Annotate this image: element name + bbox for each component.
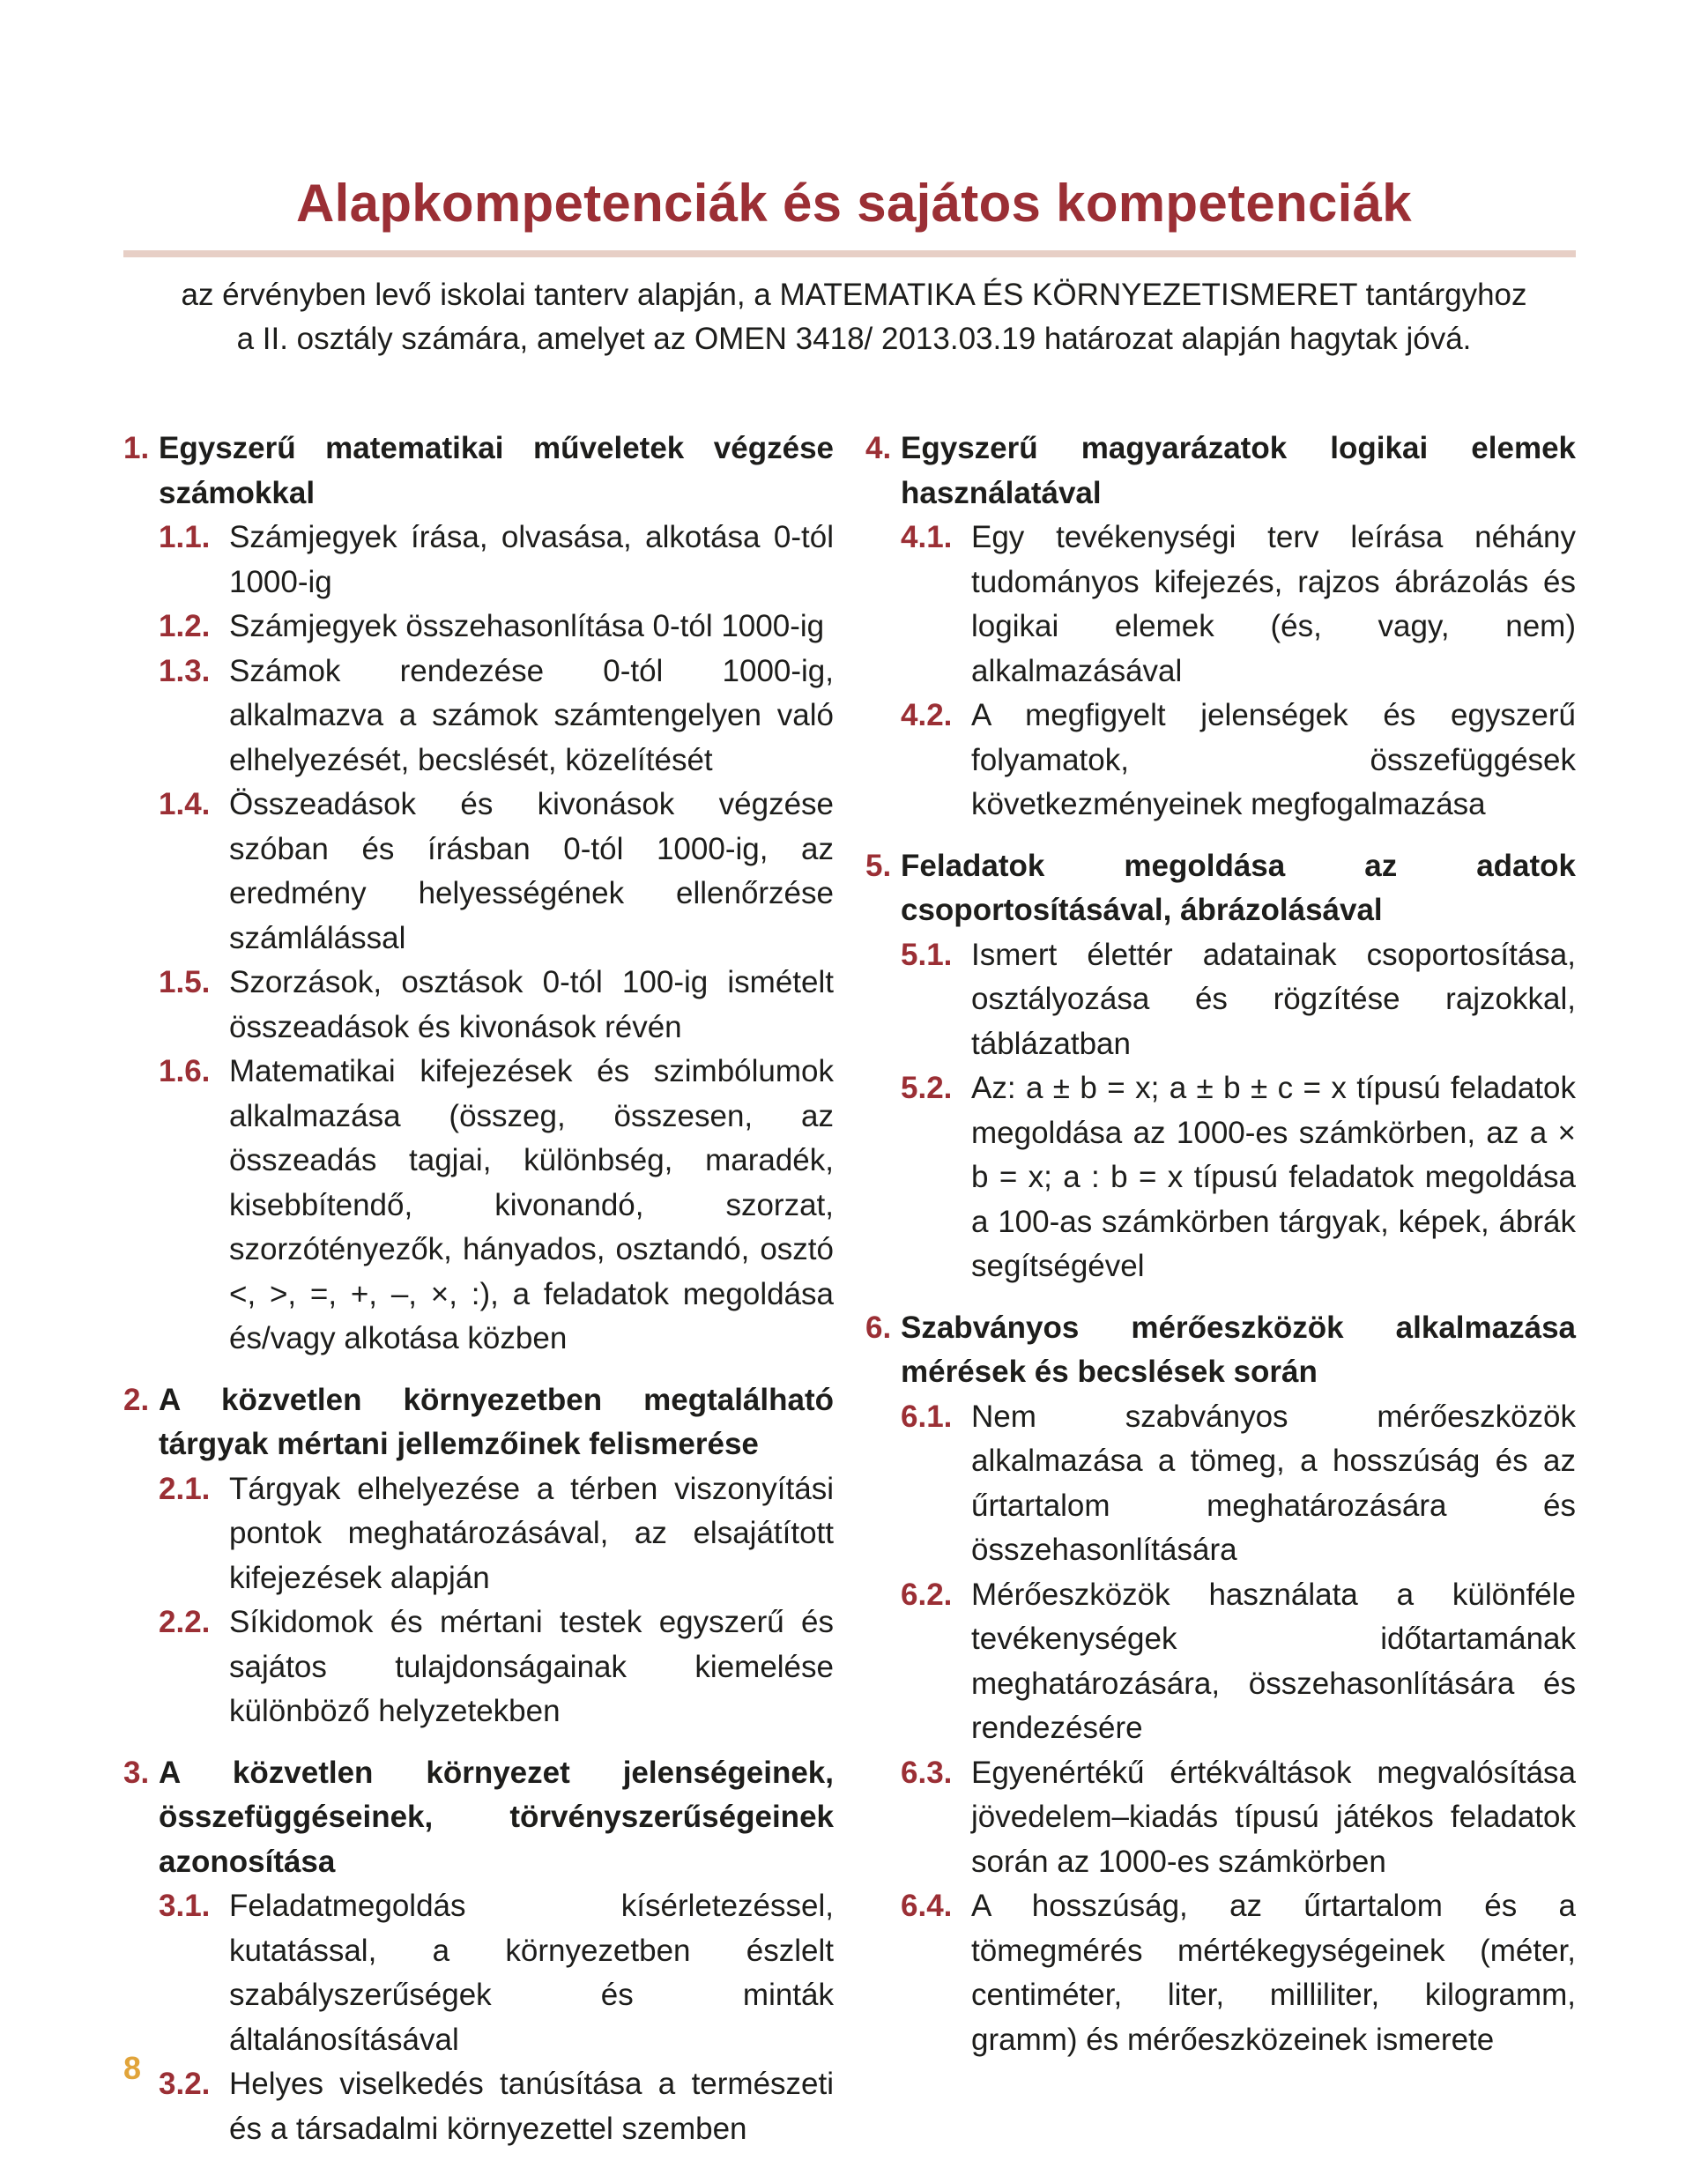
item-number: 5.1. xyxy=(901,937,953,972)
section-heading xyxy=(865,427,1576,516)
subtitle-line: az érvényben levő iskolai tanterv alapján, a MATEMATIKA ÉS KÖRNYEZETISMERET tantárgyhoz xyxy=(181,278,1527,312)
list-item xyxy=(123,516,834,605)
page-number: 8 xyxy=(123,2050,142,2086)
list-item xyxy=(865,1395,1576,1573)
page-title: Alapkompetenciák és sajátos kompetenciák xyxy=(296,174,1412,233)
item-text: Matematikai kifejezések és szimbólumok alkalmazása (összeg, összesen, az összeadás tagjai, különbség, maradék, kisebbítendő, kivonandó, szorzat, szorzótényezők, hányados, osztandó, osztó <, >, =, +, –, ×, :), a feladatok megoldása és/vagy alkotása közben xyxy=(229,1054,834,1355)
list-item xyxy=(865,1573,1576,1751)
item-number: 3.2. xyxy=(159,2067,211,2101)
item-text: A megfigyelt jelenségek és egyszerű folyamatok, összefüggések következményeinek megfogalmazása xyxy=(971,698,1576,821)
item-number: 1.6. xyxy=(159,1054,211,1088)
item-number: 5.2. xyxy=(901,1071,953,1105)
item-text: Számjegyek írása, olvasása, alkotása 0-tól 1000-ig xyxy=(229,520,834,599)
section-title: A közvetlen környezet jelenségeinek, összefüggéseinek, törvényszerűségeinek azonosítása xyxy=(159,1755,834,1879)
item-text: Tárgyak elhelyezése a térben viszonyítási pontok meghatározásával, az elsajátított kifejezések alapján xyxy=(229,1471,834,1595)
section-heading xyxy=(123,427,834,516)
item-number: 4.2. xyxy=(901,698,953,732)
item-text: Egy tevékenységi terv leírása néhány tudományos kifejezés, rajzos ábrázolás és logikai elemek (és, vagy, nem) alkalmazásával xyxy=(971,520,1576,688)
section-1 xyxy=(123,427,834,1362)
list-item xyxy=(123,783,834,961)
item-text: Szorzások, osztások 0-tól 100-ig ismételt összeadások és kivonások révén xyxy=(229,965,834,1044)
list-item xyxy=(123,1884,834,2062)
item-number: 1.4. xyxy=(159,787,211,821)
item-text: A hosszúság, az űrtartalom és a tömegmérés mértékegységeinek (méter, centiméter, liter, milliliter, kilogramm, gramm) és mérőeszközeinek ismerete xyxy=(971,1889,1576,2057)
section-title: A közvetlen környezetben megtalálható tárgyak mértani jellemzőinek felismerése xyxy=(159,1382,834,1461)
section-title: Egyszerű matematikai műveletek végzése számokkal xyxy=(159,431,834,510)
section-5 xyxy=(865,844,1576,1289)
list-item xyxy=(865,1751,1576,1885)
item-text: Egyenértékű értékváltások megvalósítása jövedelem–kiadás típusú játékos feladatok során az 1000-es számkörben xyxy=(971,1755,1576,1879)
section-title: Szabványos mérőeszközök alkalmazása mérések és becslések során xyxy=(901,1310,1576,1389)
list-item xyxy=(123,961,834,1050)
list-item xyxy=(123,1467,834,1601)
list-item xyxy=(123,605,834,650)
section-number: 1. xyxy=(123,431,150,465)
list-item xyxy=(865,694,1576,828)
section-4 xyxy=(865,427,1576,828)
list-item xyxy=(123,650,834,783)
item-number: 2.2. xyxy=(159,1605,211,1639)
left-column xyxy=(123,427,834,2168)
item-text: Nem szabványos mérőeszközök alkalmazása a tömeg, a hosszúság és az űrtartalom meghatározására és összehasonlítására xyxy=(971,1399,1576,1567)
title-divider xyxy=(123,250,1576,257)
item-text: Ismert élettér adatainak csoportosítása, osztályozása és rögzítése rajzokkal, táblázatban xyxy=(971,937,1576,1061)
item-text: Mérőeszközök használata a különféle tevékenységek időtartamának meghatározására, összehasonlítására és rendezésére xyxy=(971,1577,1576,1745)
list-item xyxy=(123,1050,834,1362)
list-item xyxy=(865,1884,1576,2062)
item-text: Számok rendezése 0-tól 1000-ig, alkalmazva a számok számtengelyen való elhelyezését, becslését, közelítését xyxy=(229,653,834,777)
item-number: 1.1. xyxy=(159,520,211,554)
section-3 xyxy=(123,1751,834,2152)
item-number: 1.3. xyxy=(159,653,211,688)
section-6 xyxy=(865,1306,1576,2063)
item-number: 3.1. xyxy=(159,1889,211,1923)
section-heading xyxy=(865,844,1576,933)
list-item xyxy=(123,2062,834,2151)
list-item xyxy=(865,1066,1576,1289)
section-title: Egyszerű magyarázatok logikai elemek használatával xyxy=(901,431,1576,510)
item-text: Az: a ± b = x; a ± b ± c = x típusú feladatok megoldása az 1000-es számkörben, az a × b = x; a : b = x típusú feladatok megoldása a 100-as számkörben tárgyak, képek, ábrák segítségével xyxy=(971,1071,1576,1283)
item-number: 2.1. xyxy=(159,1471,211,1506)
section-heading xyxy=(123,1378,834,1467)
section-number: 2. xyxy=(123,1382,150,1417)
item-number: 6.2. xyxy=(901,1577,953,1612)
item-number: 6.4. xyxy=(901,1889,953,1923)
item-text: Helyes viselkedés tanúsítása a természeti és a társadalmi környezettel szemben xyxy=(229,2067,834,2146)
item-number: 4.1. xyxy=(901,520,953,554)
item-text: Feladatmegoldás kísérletezéssel, kutatással, a környezetben észlelt szabályszerűségek és minták általánosításával xyxy=(229,1889,834,2057)
subtitle xyxy=(123,273,1585,361)
section-heading xyxy=(865,1306,1576,1395)
item-text: Számjegyek összehasonlítása 0-tól 1000-ig xyxy=(229,609,825,643)
list-item xyxy=(123,1600,834,1734)
section-number: 3. xyxy=(123,1755,150,1790)
section-number: 6. xyxy=(865,1310,892,1345)
section-number: 4. xyxy=(865,431,892,465)
section-2 xyxy=(123,1378,834,1734)
section-title: Feladatok megoldása az adatok csoportosításával, ábrázolásával xyxy=(901,848,1576,927)
subtitle-line: a II. osztály számára, amelyet az OMEN 3418/ 2013.03.19 határozat alapján hagytak jóvá. xyxy=(236,322,1472,356)
item-number: 6.3. xyxy=(901,1755,953,1790)
item-number: 1.2. xyxy=(159,609,211,643)
item-number: 1.5. xyxy=(159,965,211,999)
right-column xyxy=(865,427,1576,2079)
list-item xyxy=(865,933,1576,1067)
item-number: 6.1. xyxy=(901,1399,953,1434)
list-item xyxy=(865,516,1576,694)
section-number: 5. xyxy=(865,848,892,883)
item-text: Összeadások és kivonások végzése szóban és írásban 0-tól 1000-ig, az eredmény helyességének ellenőrzése számlálással xyxy=(229,787,834,955)
item-text: Síkidomok és mértani testek egyszerű és sajátos tulajdonságainak kiemelése különböző helyzetekben xyxy=(229,1605,834,1728)
section-heading xyxy=(123,1751,834,1885)
